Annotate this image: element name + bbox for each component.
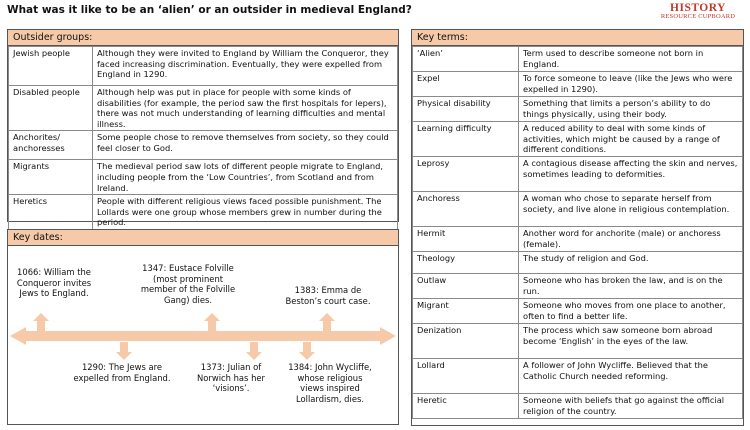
term: Theology [413, 252, 519, 274]
up-arrow-icon [204, 313, 220, 331]
term: Lollard [413, 359, 519, 394]
logo-line-1: HISTORY [670, 2, 726, 14]
definition: Something that limits a person’s ability to do things physically, using their body. [519, 97, 743, 122]
down-arrow-icon [116, 342, 132, 360]
definition: Someone who has broken the law, and is on the run. [519, 274, 743, 299]
table-row [413, 299, 743, 324]
term: Expel [413, 72, 519, 97]
history-resource-cupboard-logo [652, 2, 744, 20]
table-row [413, 324, 743, 359]
up-arrow-icon [33, 313, 49, 331]
table-row [9, 86, 398, 131]
outsider-groups-heading: Outsider groups: [8, 30, 398, 46]
timeline-arrow-left-icon [10, 327, 26, 345]
table-row [413, 97, 743, 122]
event-1290: 1290: The Jews are expelled from England. [73, 362, 171, 383]
logo-line-2: RESOURCE CUPBOARD [660, 13, 736, 20]
down-arrow-icon [299, 342, 315, 360]
table-row [413, 122, 743, 157]
table-row [9, 47, 398, 86]
table-row [413, 394, 743, 419]
definition: A reduced ability to deal with some kinds of activities, which might be caused by a range of different conditions. [519, 122, 743, 157]
definition: The study of religion and God. [519, 252, 743, 274]
timeline [8, 246, 398, 424]
definition: A follower of John Wycliffe. Believed that the Catholic Church needed reforming. [519, 359, 743, 394]
group-name: Disabled people [9, 86, 93, 131]
outsider-groups-panel [7, 29, 399, 228]
definition: Term used to describe someone not born in England. [519, 47, 743, 72]
event-1384: 1384: John Wycliffe, whose religious views inspired Lollardism, dies. [288, 362, 372, 404]
definition: Someone who moves from one place to another, often to find a better life. [519, 299, 743, 324]
term: Learning difficulty [413, 122, 519, 157]
term: Hermit [413, 227, 519, 252]
definition: To force someone to leave (like the Jews who were expelled in 1290). [519, 72, 743, 97]
event-1347: 1347: Eustace Folville (most prominent member of the Folville Gang) dies. [140, 263, 236, 305]
event-1383: 1383: Emma de Beston’s court case. [285, 285, 371, 306]
page-title: What was it like to be an ‘alien’ or an outsider in medieval England? [7, 4, 412, 16]
table-row [9, 160, 398, 195]
term: Outlaw [413, 274, 519, 299]
key-dates-panel [7, 229, 399, 425]
group-name: Anchorites/ anchoresses [9, 131, 93, 160]
table-row [413, 192, 743, 227]
key-terms-table [412, 46, 743, 419]
group-description: Although help was put in place for people with some kinds of disabilities (for example, the period saw the first hospitals for lepers), there was not much understanding of learning difficulties and mental illness. [93, 86, 398, 131]
table-row [413, 359, 743, 394]
group-name: Migrants [9, 160, 93, 195]
event-1373: 1373: Julian of Norwich has her ‘visions’. [197, 362, 265, 393]
outsider-groups-table [8, 46, 398, 230]
group-description: Some people chose to remove themselves from society, so they could feel closer to God. [93, 131, 398, 160]
group-description: People with different religious views faced possible punishment. The Lollards were one group whose members grew in number during the period. [93, 195, 398, 230]
definition: A woman who chose to separate herself from society, and live alone in religious contemplation. [519, 192, 743, 227]
group-description: Although they were invited to England by William the Conqueror, they faced increasing discrimination. Eventually, they were expelled from England in 1290. [93, 47, 398, 86]
up-arrow-icon [319, 313, 335, 331]
term: Physical disability [413, 97, 519, 122]
table-row [413, 72, 743, 97]
table-row [9, 195, 398, 230]
group-description: The medieval period saw lots of different people migrate to England, including people from the ‘Low Countries’, from Scotland and from Ireland. [93, 160, 398, 195]
term: Migrant [413, 299, 519, 324]
definition: The process which saw someone born abroad become ‘English’ in the eyes of the law. [519, 324, 743, 359]
key-dates-heading: Key dates: [8, 230, 398, 246]
term: Heretic [413, 394, 519, 419]
group-name: Jewish people [9, 47, 93, 86]
key-terms-panel [411, 29, 744, 426]
event-1066: 1066: William the Conqueror invites Jews to England. [16, 267, 92, 298]
table-row [413, 47, 743, 72]
table-row [413, 157, 743, 192]
term: ‘Alien’ [413, 47, 519, 72]
group-name: Heretics [9, 195, 93, 230]
table-row [9, 131, 398, 160]
term: Leprosy [413, 157, 519, 192]
timeline-arrow-right-icon [380, 327, 396, 345]
table-row [413, 252, 743, 274]
timeline-line [25, 331, 381, 341]
down-arrow-icon [246, 342, 262, 360]
term: Anchoress [413, 192, 519, 227]
definition: Another word for anchorite (male) or anchoress (female). [519, 227, 743, 252]
table-row [413, 227, 743, 252]
table-row [413, 274, 743, 299]
key-terms-heading: Key terms: [412, 30, 743, 46]
term: Denization [413, 324, 519, 359]
definition: Someone with beliefs that go against the official religion of the country. [519, 394, 743, 419]
definition: A contagious disease affecting the skin and nerves, sometimes leading to deformities. [519, 157, 743, 192]
